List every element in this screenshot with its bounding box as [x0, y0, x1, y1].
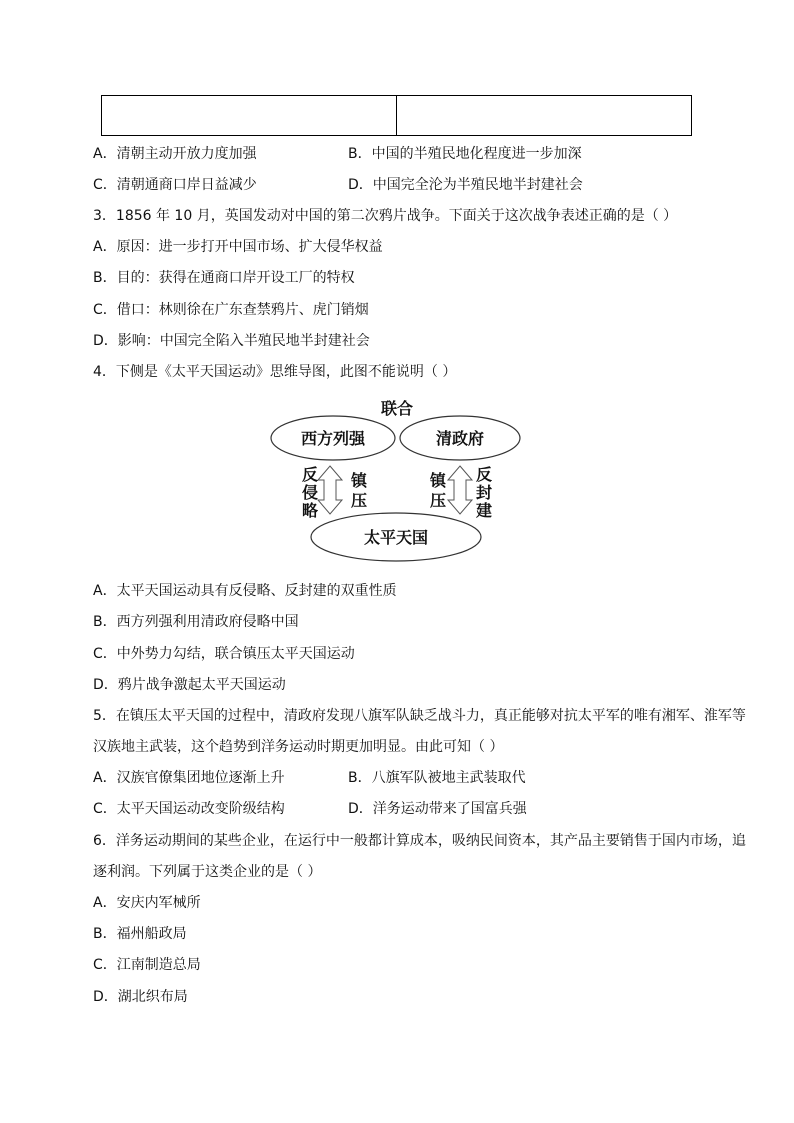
mm-right-down-2: 压: [429, 491, 447, 510]
mm-left-down-1: 镇: [350, 471, 368, 490]
q6-option-b[interactable]: B．福州船政局: [93, 926, 187, 942]
q2-option-d[interactable]: D．中国完全沦为半殖民地半封建社会: [348, 177, 583, 193]
q5-stem-line2: 汉族地主武装，这个趋势到洋务运动时期更加明显。由此可知（ ）: [93, 739, 504, 755]
mm-bottom-node: 太平天国: [363, 528, 429, 547]
q6-option-a[interactable]: A．安庆内军械所: [93, 895, 201, 911]
q2-option-c[interactable]: C．清朝通商口岸日益减少: [93, 177, 257, 193]
q4-option-a[interactable]: A．太平天国运动具有反侵略、反封建的双重性质: [93, 583, 397, 599]
q2-option-a[interactable]: A．清朝主动开放力度加强: [93, 146, 257, 162]
mm-right-node: 清政府: [435, 429, 485, 448]
q3-option-c[interactable]: C．借口：林则徐在广东查禁鸦片、虎门销烟: [93, 302, 369, 318]
mm-left-up-2: 侵: [301, 483, 319, 502]
q3-stem: 3．1856 年 10 月，英国发动对中国的第二次鸦片战争。下面关于这次战争表述正确的是（ ）: [93, 208, 678, 224]
q5-option-d[interactable]: D．洋务运动带来了国富兵强: [348, 801, 527, 817]
table-cell-left: [102, 96, 396, 135]
mm-left-double-arrow: [318, 466, 342, 514]
q6-stem-line1: 6．洋务运动期间的某些企业，在运行中一般都计算成本，吸纳民间资本，其产品主要销售于国内市场，追: [93, 833, 746, 849]
q4-stem: 4．下侧是《太平天国运动》思维导图，此图不能说明（ ）: [93, 364, 457, 380]
q5-option-a[interactable]: A．汉族官僚集团地位逐渐上升: [93, 770, 285, 786]
mm-left-down-2: 压: [350, 491, 368, 510]
answer-table: [101, 95, 692, 136]
q3-option-a[interactable]: A．原因：进一步打开中国市场、扩大侵华权益: [93, 239, 383, 255]
mm-left-node: 西方列强: [300, 429, 366, 448]
mm-right-up-1: 反: [475, 465, 493, 484]
mm-top-label: 联合: [380, 399, 414, 418]
q2-option-b[interactable]: B．中国的半殖民地化程度进一步加深: [348, 146, 582, 162]
table-cell-right: [396, 96, 691, 135]
mm-right-down-1: 镇: [429, 471, 447, 490]
q4-option-c[interactable]: C．中外势力勾结，联合镇压太平天国运动: [93, 646, 355, 662]
taiping-mind-map: [262, 394, 532, 564]
q6-option-c[interactable]: C．江南制造总局: [93, 957, 201, 973]
q4-option-d[interactable]: D．鸦片战争激起太平天国运动: [93, 677, 286, 693]
mm-right-up-2: 封: [475, 483, 493, 502]
mm-right-double-arrow: [448, 466, 472, 514]
mm-right-up-3: 建: [475, 501, 493, 520]
q6-stem-line2: 逐利润。下列属于这类企业的是（ ）: [93, 864, 322, 880]
q4-option-b[interactable]: B．西方列强利用清政府侵略中国: [93, 614, 299, 630]
q5-stem-line1: 5．在镇压太平天国的过程中，清政府发现八旗军队缺乏战斗力，真正能够对抗太平军的唯有湘军、淮军等: [93, 708, 746, 724]
q3-option-b[interactable]: B．目的：获得在通商口岸开设工厂的特权: [93, 270, 355, 286]
mm-left-up-1: 反: [301, 465, 319, 484]
q5-option-b[interactable]: B．八旗军队被地主武装取代: [348, 770, 526, 786]
q5-option-c[interactable]: C．太平天国运动改变阶级结构: [93, 801, 285, 817]
mm-left-up-3: 略: [301, 501, 319, 520]
q3-option-d[interactable]: D．影响：中国完全陷入半殖民地半封建社会: [93, 333, 370, 349]
q6-option-d[interactable]: D．湖北织布局: [93, 989, 188, 1005]
